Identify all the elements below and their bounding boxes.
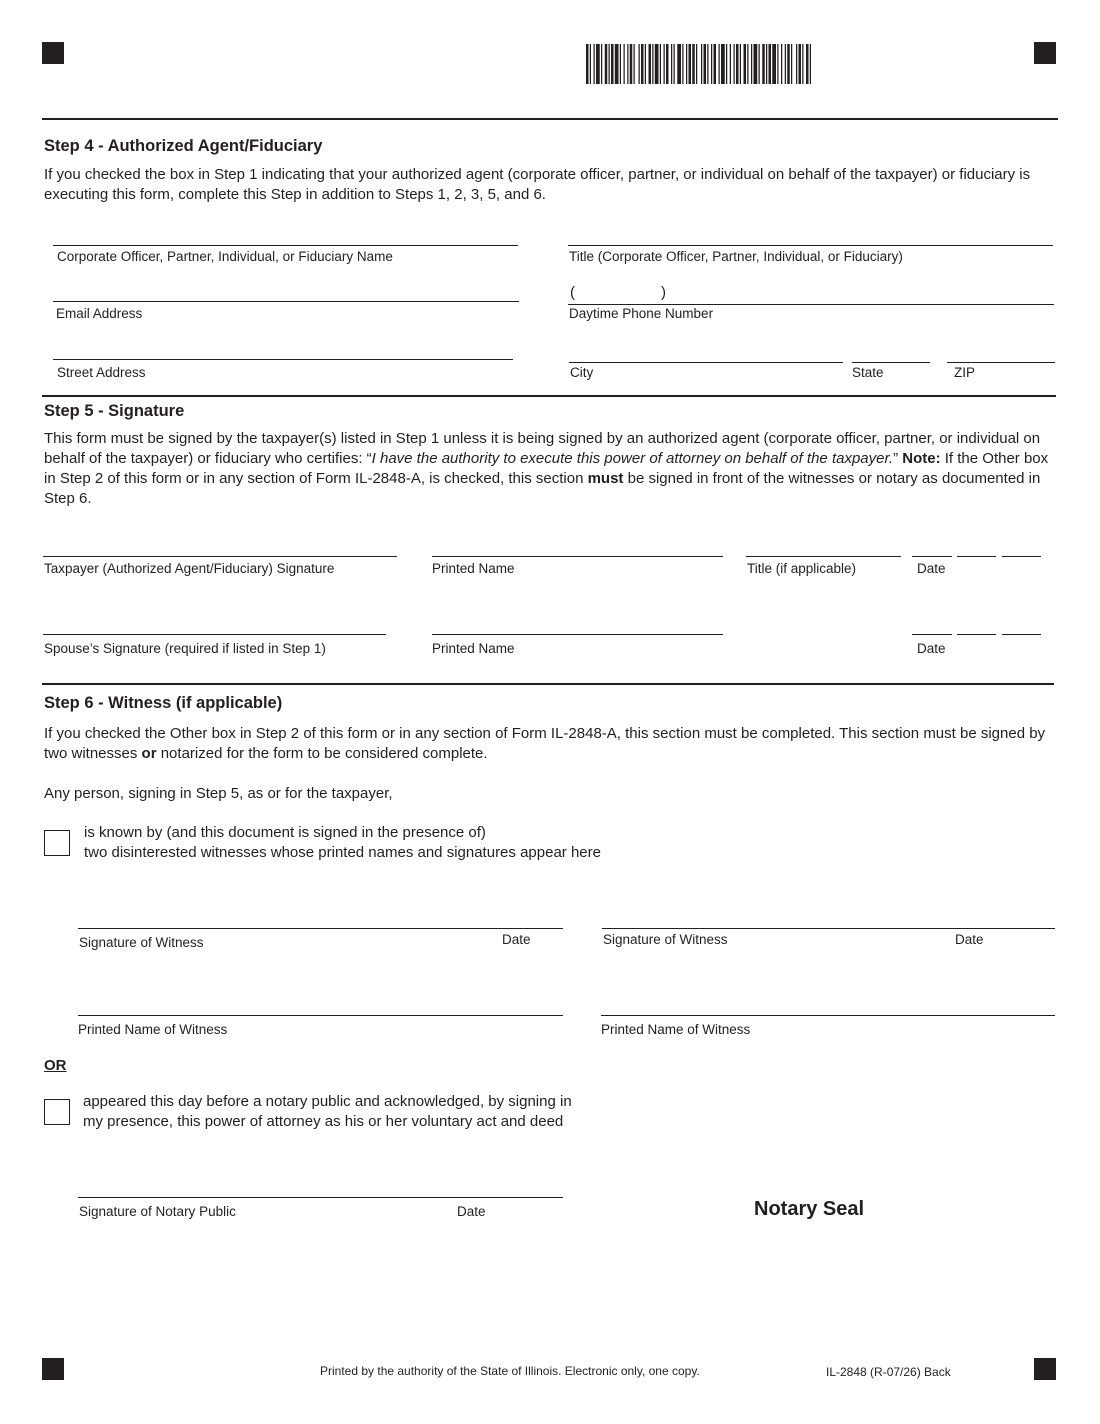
step5-must-label: must (587, 470, 624, 487)
spouse-printed-name-field[interactable] (432, 634, 723, 635)
footer-authority: Printed by the authority of the State of Illinois. Electronic only, one copy. (320, 1364, 700, 1378)
city-field[interactable] (569, 362, 843, 363)
taxpayer-title-label: Title (if applicable) (747, 561, 857, 576)
witness2-date-label: Date (955, 932, 984, 947)
notary-option-line1: appeared this day before a notary public and acknowledged, by signing in (83, 1093, 572, 1110)
step5-quote: I have the authority to execute this power of attorney on behalf of the taxpayer. (371, 450, 894, 467)
city-label: City (570, 365, 594, 380)
notary-signature-field[interactable] (78, 1197, 563, 1198)
step6-text-b: notarized for the form to be considered complete. (156, 745, 488, 762)
step5-text-c: If the Other box in Step 2 of this form or in any section of Form IL-2848-A, is checked, this section (44, 450, 1049, 487)
email-label: Email Address (56, 306, 143, 321)
taxpayer-signature-field[interactable] (43, 556, 397, 557)
step4-bottom-rule (42, 395, 1056, 397)
state-field[interactable] (852, 362, 930, 363)
witness2-printed-name-field[interactable] (601, 1015, 1055, 1016)
witness-option-line1: is known by (and this document is signed in the presence of) (84, 824, 486, 841)
spouse-signature-field[interactable] (43, 634, 386, 635)
phone-label: Daytime Phone Number (569, 306, 714, 321)
agent-name-field[interactable] (53, 245, 518, 246)
step6-text-a: If you checked the Other box in Step 2 of this form or in any section of Form IL-2848-A, this section must be completed. This section must be signed by two witnesses (44, 725, 1046, 762)
or-label: OR (44, 1057, 67, 1074)
taxpayer-date-label: Date (917, 561, 946, 576)
step5-paragraph (44, 429, 1056, 509)
step5-text-a: This form must be signed by the taxpayer(s) listed in Step 1 unless it is being signed by an authorized agent (corporate officer, partner, or individual on behalf of the taxpayer) or fiduciary who certifies: “ (44, 430, 1041, 467)
agent-title-label: Title (Corporate Officer, Partner, Individual, or Fiduciary) (569, 249, 903, 264)
agent-name-label: Corporate Officer, Partner, Individual, or Fiduciary Name (57, 249, 393, 264)
footer-form-id: IL-2848 (R-07/26) Back (826, 1365, 951, 1379)
spouse-date-label: Date (917, 641, 946, 656)
spouse-printed-name-label: Printed Name (432, 641, 515, 656)
notary-option-line2: my presence, this power of attorney as his or her voluntary act and deed (83, 1113, 564, 1130)
witness2-signature-field[interactable] (602, 928, 1055, 929)
step4-intro: If you checked the box in Step 1 indicating that your authorized agent (corporate officer, partner, or individual on behalf of the taxpayer) or fiduciary is executing this form, complete this Step in addition to Steps 1, 2, 3, 5, and 6. (44, 166, 1031, 203)
step6-or-inline: or (141, 745, 157, 762)
witness1-printed-name-field[interactable] (78, 1015, 563, 1016)
step6-intro (44, 724, 1056, 764)
taxpayer-printed-name-label: Printed Name (432, 561, 515, 576)
witness-option-checkbox[interactable] (44, 830, 70, 856)
witness1-signature-field[interactable] (78, 928, 563, 929)
street-label: Street Address (57, 365, 146, 380)
barcode-icon (586, 44, 812, 84)
witness1-signature-label: Signature of Witness (79, 935, 204, 950)
witness2-printed-name-label: Printed Name of Witness (601, 1022, 751, 1037)
step5-text-d: be signed in front of the witnesses or notary as documented in Step 6. (44, 470, 1041, 507)
step5-text-b: ” (893, 450, 903, 467)
phone-close-paren: ) (661, 284, 666, 301)
notary-option-checkbox[interactable] (44, 1099, 70, 1125)
witness2-signature-label: Signature of Witness (603, 932, 728, 947)
zip-field[interactable] (947, 362, 1055, 363)
witness1-date-label: Date (502, 932, 531, 947)
top-rule (42, 118, 1058, 120)
step5-note-label: Note: (902, 450, 941, 467)
step5-bottom-rule (42, 683, 1054, 685)
phone-open-paren: ( (570, 284, 575, 301)
witness1-printed-name-label: Printed Name of Witness (78, 1022, 228, 1037)
zip-label: ZIP (954, 365, 976, 380)
registration-mark-top-left (42, 42, 64, 64)
registration-mark-bottom-right (1034, 1358, 1056, 1380)
step5-heading: Step 5 - Signature (44, 402, 185, 420)
registration-mark-bottom-left (42, 1358, 64, 1380)
taxpayer-date-month-field[interactable] (912, 556, 952, 557)
notary-date-label: Date (457, 1204, 486, 1219)
taxpayer-signature-label: Taxpayer (Authorized Agent/Fiduciary) Signature (44, 561, 335, 576)
email-field[interactable] (53, 301, 519, 302)
spouse-signature-label: Spouse’s Signature (required if listed in Step 1) (44, 641, 326, 656)
step6-heading: Step 6 - Witness (if applicable) (44, 694, 283, 712)
spouse-date-year-field[interactable] (1002, 634, 1041, 635)
notary-seal-label: Notary Seal (754, 1198, 865, 1220)
taxpayer-date-year-field[interactable] (1002, 556, 1041, 557)
step6-any-person: Any person, signing in Step 5, as or for the taxpayer, (44, 785, 393, 802)
taxpayer-printed-name-field[interactable] (432, 556, 723, 557)
spouse-date-month-field[interactable] (912, 634, 952, 635)
registration-mark-top-right (1034, 42, 1056, 64)
street-field[interactable] (53, 359, 513, 360)
notary-signature-label: Signature of Notary Public (79, 1204, 236, 1219)
phone-field[interactable] (568, 304, 1054, 305)
agent-title-field[interactable] (568, 245, 1053, 246)
witness-option-line2: two disinterested witnesses whose printed names and signatures appear here (84, 844, 601, 861)
taxpayer-date-day-field[interactable] (957, 556, 996, 557)
taxpayer-title-field[interactable] (746, 556, 901, 557)
step4-heading: Step 4 - Authorized Agent/Fiduciary (44, 137, 323, 155)
spouse-date-day-field[interactable] (957, 634, 996, 635)
state-label: State (852, 365, 884, 380)
